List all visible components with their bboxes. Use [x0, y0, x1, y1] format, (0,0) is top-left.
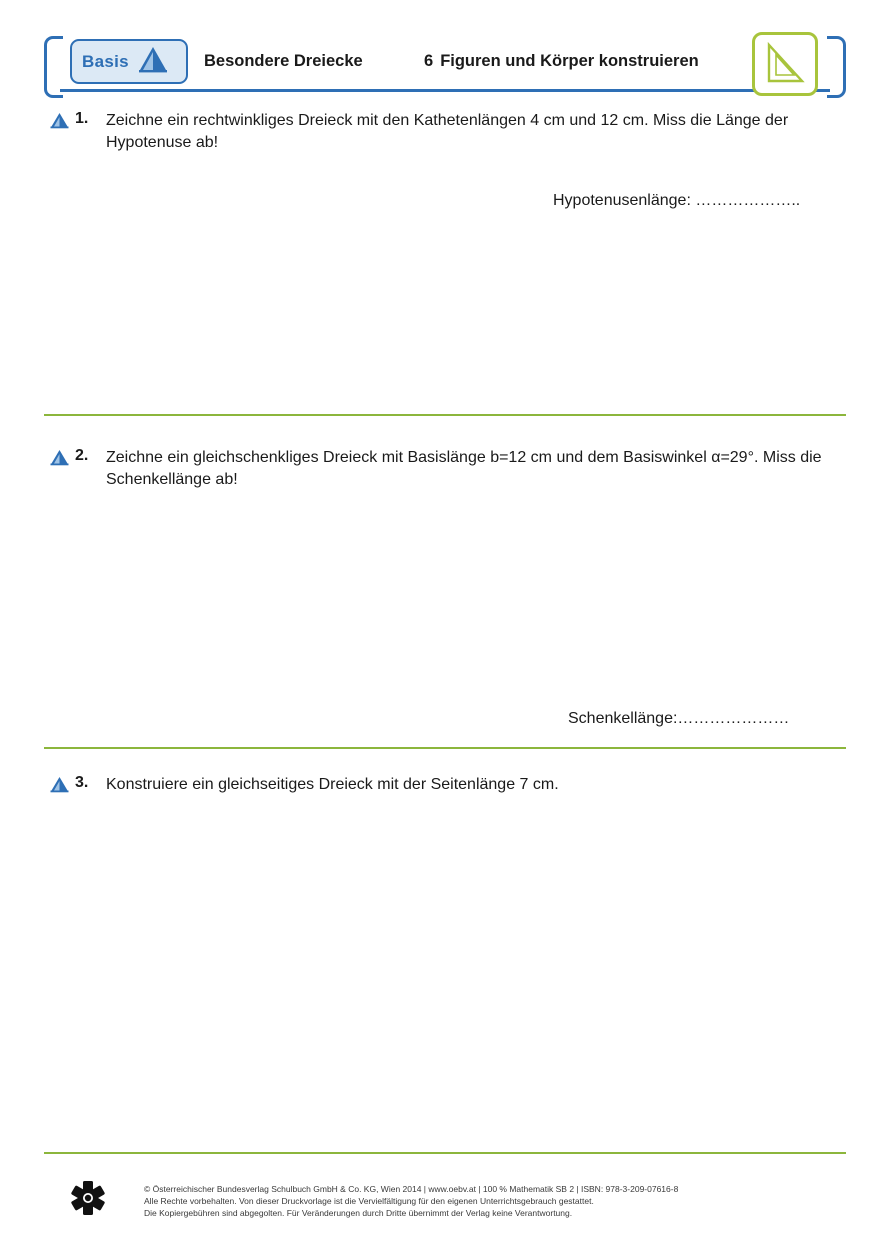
footer-line-2: Alle Rechte vorbehalten. Von dieser Druckvorlage ist die Vervielfältigung für den eigenen Unterrichtsgebrauch gestattet.: [144, 1196, 594, 1207]
asterisk-logo-icon: [68, 1178, 108, 1223]
section-divider-1: [44, 414, 846, 416]
footer-copyright: [144, 1183, 784, 1219]
chapter-heading: [424, 52, 699, 71]
task-number: 3.: [75, 774, 89, 791]
chapter-number: 6: [424, 52, 434, 70]
answer-line-hypotenuse[interactable]: Hypotenusenlänge: ………………..: [553, 192, 801, 209]
triangle-icon: [138, 45, 168, 78]
footer-divider: [44, 1152, 846, 1154]
header-underline: [60, 89, 830, 92]
basis-badge: [70, 39, 188, 84]
basis-badge-label: Basis: [82, 51, 129, 71]
section-divider-2: [44, 747, 846, 749]
task-text: Konstruiere ein gleichseitiges Dreieck mit der Seitenlänge 7 cm.: [106, 776, 559, 793]
set-square-icon: [752, 32, 818, 96]
page-title: Besondere Dreiecke: [204, 52, 363, 70]
triangle-icon: [50, 776, 69, 798]
chapter-title: Figuren und Körper konstruieren: [440, 52, 699, 70]
answer-line-schenkellaenge[interactable]: Schenkellänge:…………………: [568, 710, 790, 727]
triangle-icon: [50, 449, 69, 471]
task-number: 2.: [75, 447, 89, 464]
footer-line-3: Die Kopiergebühren sind abgegolten. Für Veränderungen durch Dritte übernimmt der Verlag keine Verantwortung.: [144, 1208, 573, 1219]
footer-line-1: © Österreichischer Bundesverlag Schulbuch GmbH & Co. KG, Wien 2014 | www.oebv.at | 100 % Mathematik SB 2 | ISBN: 978-3-209-07616-8: [144, 1184, 679, 1194]
triangle-icon: [50, 112, 69, 134]
task-number: 1.: [75, 110, 89, 127]
task-text: Zeichne ein gleichschenkliges Dreieck mit Basislänge b=12 cm und dem Basiswinkel α=29°. Miss die Schenkellänge ab!: [106, 449, 822, 489]
task-text: Zeichne ein rechtwinkliges Dreieck mit den Kathetenlängen 4 cm und 12 cm. Miss die Länge der Hypotenuse ab!: [106, 112, 789, 152]
page-header: [44, 36, 846, 92]
